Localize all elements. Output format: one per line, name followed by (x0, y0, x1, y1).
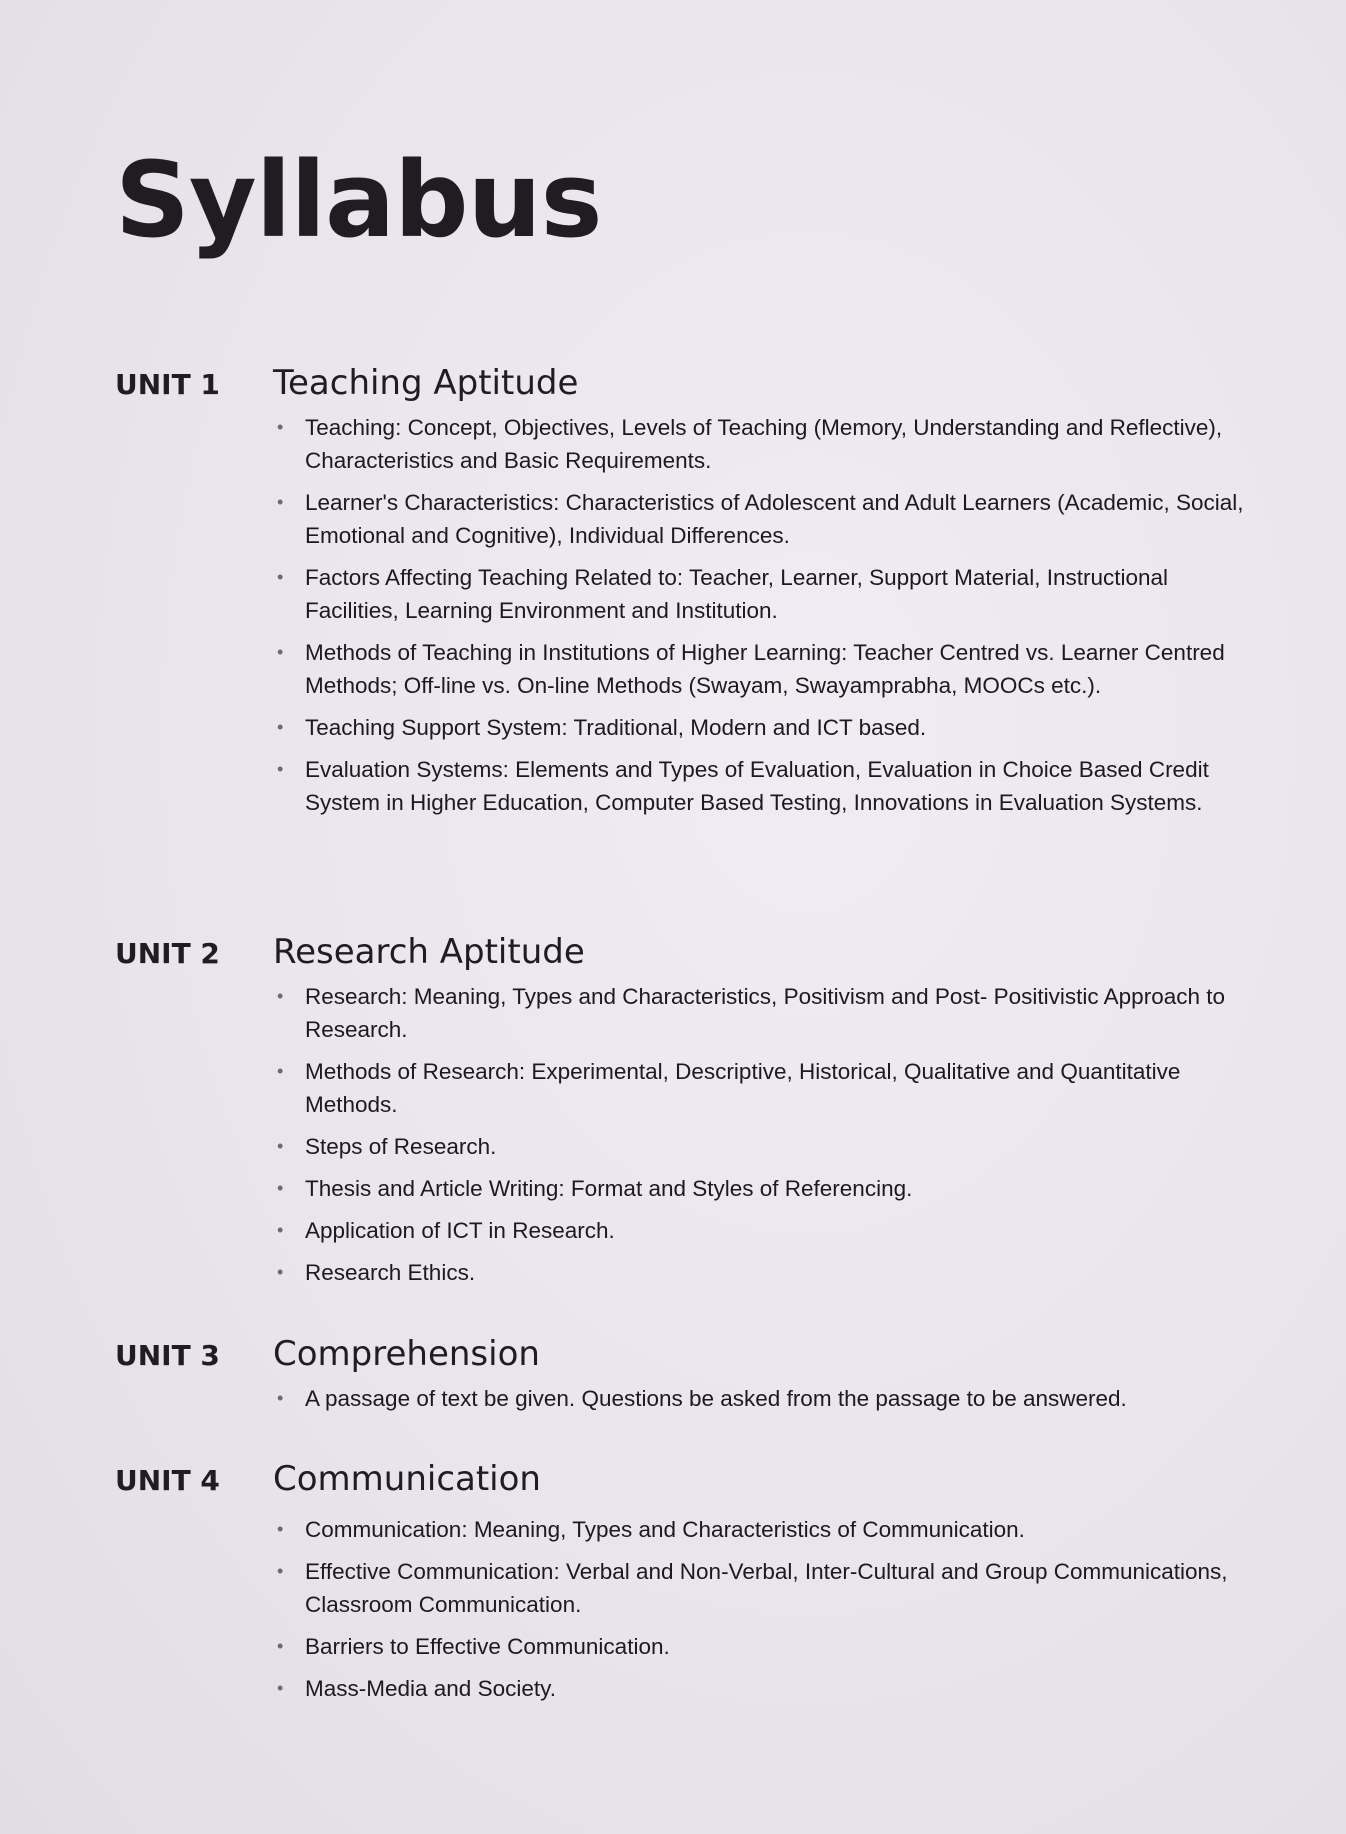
topic-text: Thesis and Article Writing: Format and Styles of Referencing. (305, 1176, 913, 1201)
topic-text: Methods of Teaching in Institutions of Higher Learning: Teacher Centred vs. Learner Centred Methods; Off-line vs. On-line Methods (Swayam, Swayamprabha, MOOCs etc.). (305, 640, 1225, 698)
topic-item (277, 561, 1255, 627)
topic-text: Teaching Support System: Traditional, Modern and ICT based. (305, 715, 927, 740)
bullet-icon: • (277, 1678, 284, 1698)
unit-title: Comprehension (273, 1334, 540, 1374)
bullet-icon: • (277, 1262, 284, 1282)
unit-heading (115, 932, 1255, 976)
topic-text: Teaching: Concept, Objectives, Levels of Teaching (Memory, Understanding and Reflective), Characteristics and Basic Requirements. (305, 415, 1223, 473)
unit-label: UNIT 4 (115, 1464, 220, 1497)
unit-1-section (115, 363, 1255, 828)
topic-text: Barriers to Effective Communication. (305, 1634, 670, 1659)
topic-text: Factors Affecting Teaching Related to: Teacher, Learner, Support Material, Instructional Facilities, Learning Environment and Institution. (305, 565, 1169, 623)
page-title: Syllabus (115, 139, 602, 261)
topic-item (277, 1214, 1255, 1247)
topic-text: Application of ICT in Research. (305, 1218, 615, 1243)
topic-text: Communication: Meaning, Types and Characteristics of Communication. (305, 1517, 1025, 1542)
unit-topic-list (115, 411, 1255, 819)
topic-item (277, 1555, 1255, 1621)
topic-item (277, 411, 1255, 477)
unit-topic-list (115, 1382, 1255, 1415)
topic-text: Effective Communication: Verbal and Non-Verbal, Inter-Cultural and Group Communications, Classroom Communication. (305, 1559, 1228, 1617)
unit-label: UNIT 1 (115, 368, 220, 401)
bullet-icon: • (277, 1388, 284, 1408)
bullet-icon: • (277, 1636, 284, 1656)
topic-item (277, 1256, 1255, 1289)
unit-heading (115, 1334, 1255, 1378)
topic-item (277, 980, 1255, 1046)
unit-title: Teaching Aptitude (273, 363, 579, 403)
bullet-icon: • (277, 1061, 284, 1081)
topic-item (277, 1382, 1255, 1415)
topic-item (277, 711, 1255, 744)
topic-item (277, 1130, 1255, 1163)
topic-item (277, 753, 1255, 819)
topic-text: Research: Meaning, Types and Characteristics, Positivism and Post- Positivistic Approach to Research. (305, 984, 1225, 1042)
topic-item (277, 1630, 1255, 1663)
bullet-icon: • (277, 717, 284, 737)
topic-text: Methods of Research: Experimental, Descriptive, Historical, Qualitative and Quantitative Methods. (305, 1059, 1181, 1117)
bullet-icon: • (277, 759, 284, 779)
bullet-icon: • (277, 567, 284, 587)
bullet-icon: • (277, 417, 284, 437)
unit-heading (115, 1459, 1255, 1503)
bullet-icon: • (277, 1561, 284, 1581)
topic-item (277, 1172, 1255, 1205)
unit-label: UNIT 3 (115, 1339, 220, 1372)
bullet-icon: • (277, 1519, 284, 1539)
bullet-icon: • (277, 1178, 284, 1198)
topic-item (277, 636, 1255, 702)
bullet-icon: • (277, 1220, 284, 1240)
topic-text: Learner's Characteristics: Characteristics of Adolescent and Adult Learners (Academic, Social, Emotional and Cognitive), Individual Differences. (305, 490, 1244, 548)
unit-2-section (115, 932, 1255, 1298)
topic-item (277, 486, 1255, 552)
unit-title: Research Aptitude (273, 932, 585, 972)
topic-item (277, 1055, 1255, 1121)
bullet-icon: • (277, 1136, 284, 1156)
unit-heading (115, 363, 1255, 407)
unit-4-section (115, 1459, 1255, 1714)
unit-topic-list (115, 1513, 1255, 1705)
topic-text: Evaluation Systems: Elements and Types of Evaluation, Evaluation in Choice Based Credit System in Higher Education, Computer Based Testing, Innovations in Evaluation Systems. (305, 757, 1209, 815)
unit-title: Communication (273, 1459, 541, 1499)
unit-topic-list (115, 980, 1255, 1289)
unit-label: UNIT 2 (115, 937, 220, 970)
bullet-icon: • (277, 642, 284, 662)
topic-text: A passage of text be given. Questions be asked from the passage to be answered. (305, 1386, 1127, 1411)
unit-3-section (115, 1334, 1255, 1424)
topic-item (277, 1513, 1255, 1546)
topic-text: Research Ethics. (305, 1260, 476, 1285)
bullet-icon: • (277, 492, 284, 512)
topic-item (277, 1672, 1255, 1705)
bullet-icon: • (277, 986, 284, 1006)
topic-text: Mass-Media and Society. (305, 1676, 556, 1701)
topic-text: Steps of Research. (305, 1134, 497, 1159)
